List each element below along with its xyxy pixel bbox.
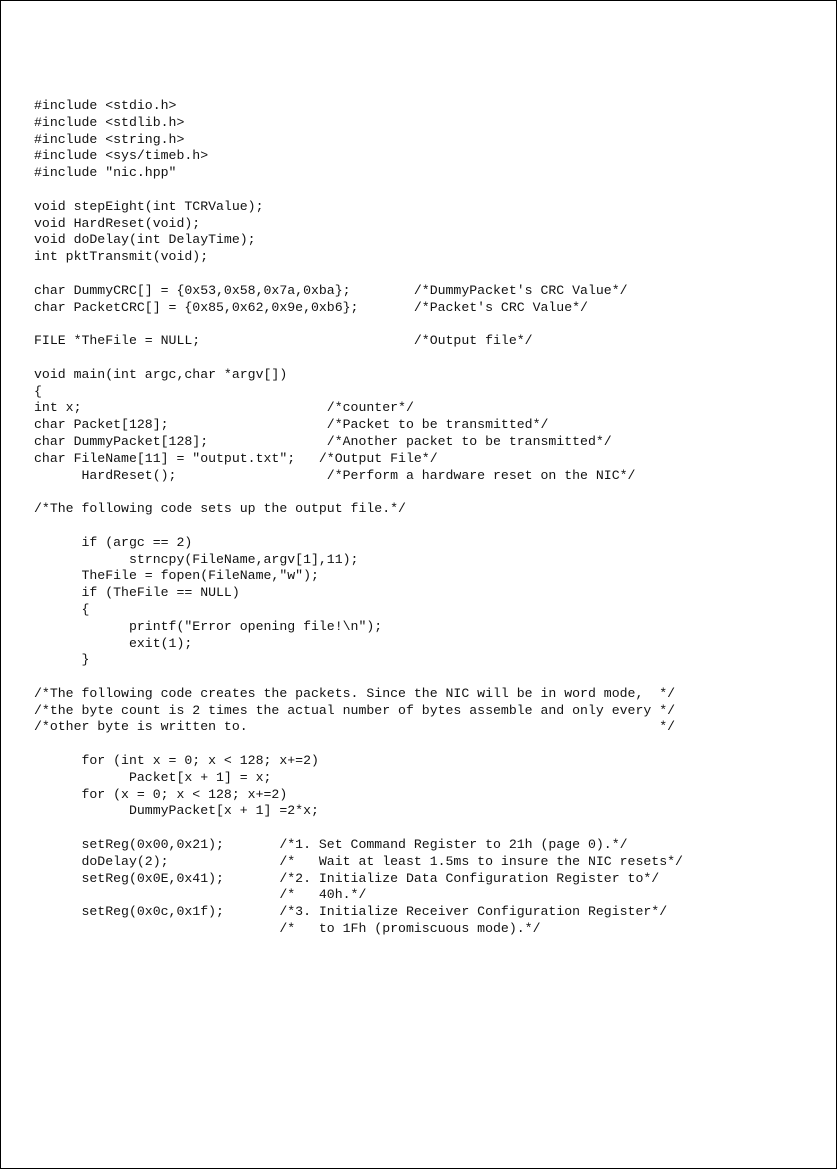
code-line: #include <sys/timeb.h> bbox=[34, 148, 209, 164]
code-line: /*the byte count is 2 times the actual number of bytes assemble and only every */ bbox=[34, 702, 676, 718]
code-line: setReg(0x0c,0x1f); /*3. Initialize Receiver Configuration Register*/ bbox=[34, 904, 668, 920]
code-line: #include <string.h> bbox=[34, 131, 185, 147]
code-listing bbox=[34, 98, 683, 938]
code-line: for (int x = 0; x < 128; x+=2) bbox=[34, 753, 319, 769]
code-line: setReg(0x0E,0x41); /*2. Initialize Data Configuration Register to*/ bbox=[34, 870, 660, 886]
code-line: HardReset(); /*Perform a hardware reset on the NIC*/ bbox=[34, 467, 636, 483]
code-line: for (x = 0; x < 128; x+=2) bbox=[34, 786, 288, 802]
code-line bbox=[34, 518, 683, 535]
code-line: DummyPacket[x + 1] =2*x; bbox=[34, 803, 319, 819]
code-line bbox=[34, 820, 683, 837]
code-line: /*The following code sets up the output file.*/ bbox=[34, 501, 406, 517]
code-line: char DummyCRC[] = {0x53,0x58,0x7a,0xba}; /*DummyPacket's CRC Value*/ bbox=[34, 282, 628, 298]
code-line: void doDelay(int DelayTime); bbox=[34, 232, 256, 248]
code-line bbox=[34, 316, 683, 333]
code-line bbox=[34, 182, 683, 199]
code-line: if (argc == 2) bbox=[34, 534, 193, 550]
code-line: strncpy(FileName,argv[1],11); bbox=[34, 551, 359, 567]
code-line bbox=[34, 736, 683, 753]
code-line bbox=[34, 266, 683, 283]
code-line: char PacketCRC[] = {0x85,0x62,0x9e,0xb6}; /*Packet's CRC Value*/ bbox=[34, 299, 588, 315]
code-line: void stepEight(int TCRValue); bbox=[34, 198, 264, 214]
code-line: #include <stdlib.h> bbox=[34, 114, 185, 130]
code-line: { bbox=[34, 601, 90, 617]
code-line: /*The following code creates the packets. Since the NIC will be in word mode, */ bbox=[34, 685, 676, 701]
code-line: setReg(0x00,0x21); /*1. Set Command Register to 21h (page 0).*/ bbox=[34, 837, 628, 853]
code-line bbox=[34, 350, 683, 367]
code-line: /*other byte is written to. */ bbox=[34, 719, 676, 735]
code-line bbox=[34, 669, 683, 686]
code-line: int x; /*counter*/ bbox=[34, 400, 414, 416]
code-line: FILE *TheFile = NULL; /*Output file*/ bbox=[34, 333, 533, 349]
code-line: exit(1); bbox=[34, 635, 193, 651]
code-line bbox=[34, 484, 683, 501]
code-line: { bbox=[34, 383, 42, 399]
code-line: } bbox=[34, 652, 90, 668]
code-line: char Packet[128]; /*Packet to be transmitted*/ bbox=[34, 417, 549, 433]
code-line: char FileName[11] = "output.txt"; /*Output File*/ bbox=[34, 450, 438, 466]
code-line: #include <stdio.h> bbox=[34, 98, 177, 113]
code-line: void HardReset(void); bbox=[34, 215, 201, 231]
code-line: TheFile = fopen(FileName,"w"); bbox=[34, 568, 319, 584]
code-line: int pktTransmit(void); bbox=[34, 249, 209, 265]
code-line: printf("Error opening file!\n"); bbox=[34, 618, 383, 634]
code-line: char DummyPacket[128]; /*Another packet to be transmitted*/ bbox=[34, 433, 612, 449]
code-line: /* to 1Fh (promiscuous mode).*/ bbox=[34, 921, 541, 937]
code-line: if (TheFile == NULL) bbox=[34, 585, 240, 601]
code-line: #include "nic.hpp" bbox=[34, 165, 177, 181]
code-line: Packet[x + 1] = x; bbox=[34, 769, 272, 785]
code-line: /* 40h.*/ bbox=[34, 887, 367, 903]
code-line: void main(int argc,char *argv[]) bbox=[34, 366, 288, 382]
code-line: doDelay(2); /* Wait at least 1.5ms to insure the NIC resets*/ bbox=[34, 853, 683, 869]
